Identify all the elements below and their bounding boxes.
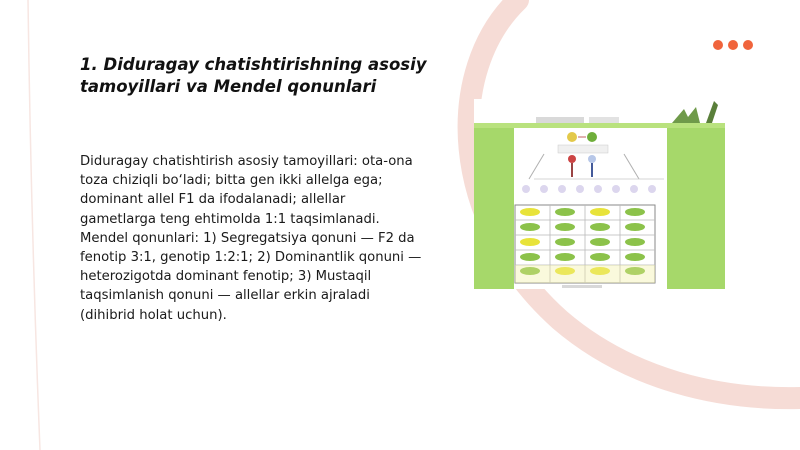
dot-icon [713, 40, 723, 50]
punnett-square-pea-diagram-icon [474, 99, 725, 289]
slide-body-text: Diduragay chatishtirish asosiy tamoyillari: ota-ona toza chiziqli bo‘ladi; bitta gen ikki allelga ega; dominant allel F1 da ifodalanadi; allellar gametlarga teng ehtimolda 1:1 taqsimlanadi. Mendel qonunlari: 1) Segregatsiya qonuni — F2 da fenotip 3:1, genotip 1:2:1; 2) Dominantlik qonuni — heterozigotda dominant fenotip; 3) Mustaqil taqsimlanish qonuni — allellar erkin ajraladi (dihibrid holat uchun). [80, 154, 422, 323]
dot-icon [743, 40, 753, 50]
slide-title: 1. Diduragay chatishtirishning asosiy tamoyillari va Mendel qonunlari [80, 55, 427, 96]
three-dots-icon [713, 40, 757, 50]
dot-icon [728, 40, 738, 50]
